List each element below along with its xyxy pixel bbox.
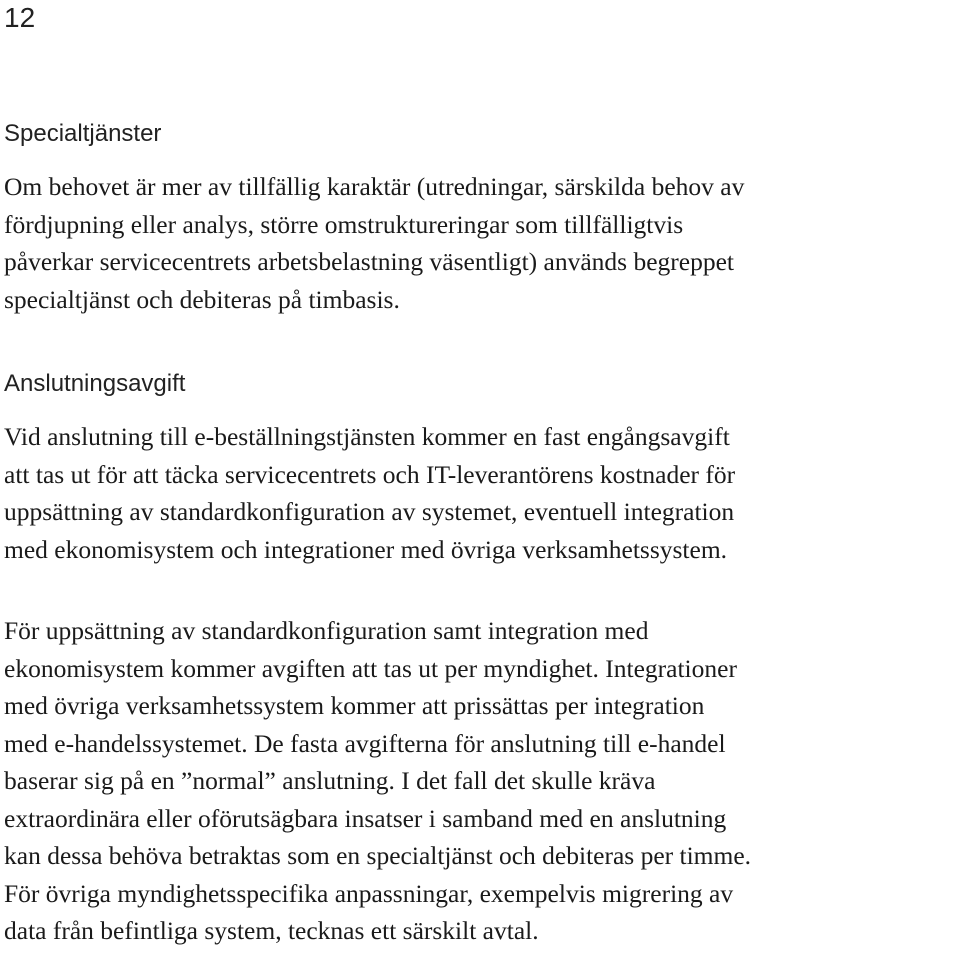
text-line: Om behovet är mer av tillfällig karaktär (utredningar, särskilda behov av [4, 172, 745, 201]
text-line: För uppsättning av standardkonfiguration samt integration med [4, 616, 649, 645]
page-number: 12 [4, 2, 36, 33]
text-line: med övriga verksamhetssystem kommer att prissättas per integration [4, 691, 705, 720]
text-line: påverkar servicecentrets arbetsbelastning väsentligt) används begreppet [4, 247, 734, 276]
text-line: data från befintliga system, tecknas ett särskilt avtal. [4, 916, 539, 945]
text-line: Vid anslutning till e-beställningstjänsten kommer en fast engångsavgift [4, 422, 730, 451]
section-heading-anslutningsavgift: Anslutningsavgift [4, 370, 186, 397]
paragraph-anslutningsavgift-1 [4, 418, 954, 568]
text-line: extraordinära eller oförutsägbara insatser i samband med en anslutning [4, 803, 727, 833]
text-line: med ekonomisystem och integrationer med övriga verksamhetssystem. [4, 534, 728, 564]
section-heading-specialtjanster: Specialtjänster [4, 120, 162, 147]
text-line: ekonomisystem kommer avgiften att tas ut per myndighet. Integrationer [4, 653, 737, 683]
paragraph-anslutningsavgift-2 [4, 612, 954, 950]
text-line: uppsättning av standardkonfiguration av systemet, eventuell integration [4, 497, 735, 526]
text-line: fördjupning eller analys, större omstruktureringar som tillfälligtvis [4, 209, 684, 239]
text-line: För övriga myndighetsspecifika anpassningar, exempelvis migrering av [4, 878, 734, 908]
text-line: specialtjänst och debiteras på timbasis. [4, 284, 400, 314]
paragraph-specialtjanster [4, 168, 954, 318]
text-line: baserar sig på en ”normal” anslutning. I det fall det skulle kräva [4, 766, 656, 795]
text-line: kan dessa behöva betraktas som en specialtjänst och debiteras per timme. [4, 841, 752, 870]
text-line: med e-handelssystemet. De fasta avgifterna för anslutning till e-handel [4, 728, 726, 758]
text-line: att tas ut för att täcka servicecentrets och IT-leverantörens kostnader för [4, 459, 736, 489]
